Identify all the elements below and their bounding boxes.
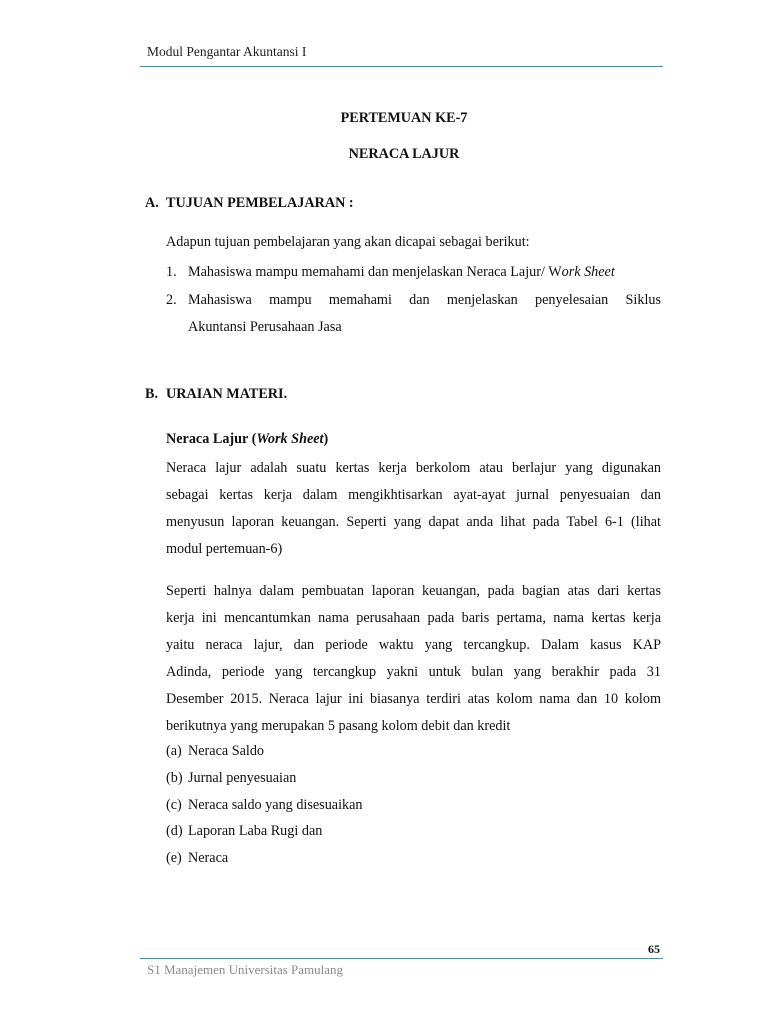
section-b-heading [145,386,287,403]
section-a-intro: Adapun tujuan pembelajaran yang akan dicapai sebagai berikut: [166,234,530,250]
para1-line-4: modul pertemuan-6) [166,541,283,557]
running-footer: S1 Manajemen Universitas Pamulang [147,962,344,977]
chapter-title: NERACA LAJUR [348,146,460,162]
column-item-c-text: Neraca saldo yang disesuaikan [188,797,363,813]
column-item-b-label: (b) [166,770,183,786]
section-a-title: TUJUAN PEMBELAJARAN : [166,195,354,211]
column-item-e [166,850,228,867]
para1-line-1: Neraca lajur adalah suatu kertas kerja berkolom atau berlajur yang digunakan [166,460,661,476]
page-number: 65 [648,942,660,956]
meeting-title: PERTEMUAN KE-7 [340,110,468,126]
column-item-c-label: (c) [166,797,182,813]
column-item-d [166,823,322,840]
footer-divider [140,958,663,959]
subheading-italic: Work Sheet [256,431,324,447]
subheading-work-sheet [166,429,328,449]
column-item-c [166,797,363,814]
section-a-letter: A. [145,195,159,211]
para2-line-1: Seperti halnya dalam pembuatan laporan keuangan, pada bagian atas dari kertas [166,583,661,599]
column-item-a [166,743,264,760]
para2-line-2: kerja ini mencantumkan nama perusahaan pada baris pertama, nama kertas kerja [166,610,661,626]
column-item-e-label: (e) [166,850,182,866]
column-item-d-label: (d) [166,823,183,839]
column-item-b-text: Jurnal penyesuaian [188,770,297,786]
para1-line-3: menyusun laporan keuangan. Seperti yang dapat anda lihat pada Tabel 6-1 (lihat [166,514,661,530]
para2-line-5: Desember 2015. Neraca lajur ini biasanya terdiri atas kolom nama dan 10 kolom [166,691,661,707]
header-divider [140,66,663,67]
column-item-e-text: Neraca [188,850,229,866]
column-item-d-text: Laporan Laba Rugi dan [188,823,323,839]
objective-2-line-2: Akuntansi Perusahaan Jasa [188,319,342,335]
subheading-plain: Neraca Lajur ( [166,431,257,447]
objective-2-number: 2. [166,292,177,308]
para2-line-4: Adinda, periode yang tercangkup yakni untuk bulan yang berakhir pada 31 [166,664,661,680]
column-item-a-text: Neraca Saldo [188,743,265,759]
column-item-b [166,770,296,787]
section-a-heading [145,195,354,212]
objective-1-text-italic: ork Sheet [561,264,615,280]
section-b-letter: B. [145,386,159,402]
column-item-a-label: (a) [166,743,182,759]
section-b-title: URAIAN MATERI. [166,386,288,402]
para2-line-6: berikutnya yang merupakan 5 pasang kolom debit dan kredit [166,718,511,734]
objective-1-text-plain: Mahasiswa mampu memahami dan menjelaskan Neraca Lajur/ W [188,264,562,280]
objective-2-line-1: Mahasiswa mampu memahami dan menjelaskan penyelesaian Siklus [188,292,661,308]
objective-1-text [188,264,615,281]
para2-line-3: yaitu neraca lajur, dan periode waktu yang tercangkup. Dalam kasus KAP [166,637,661,653]
subheading-close: ) [323,431,329,447]
running-header: Modul Pengantar Akuntansi I [147,44,307,59]
para1-line-2: sebagai kertas kerja dalam mengikhtisarkan ayat-ayat jurnal penyesuaian dan [166,487,661,503]
objective-1-number: 1. [166,264,177,280]
